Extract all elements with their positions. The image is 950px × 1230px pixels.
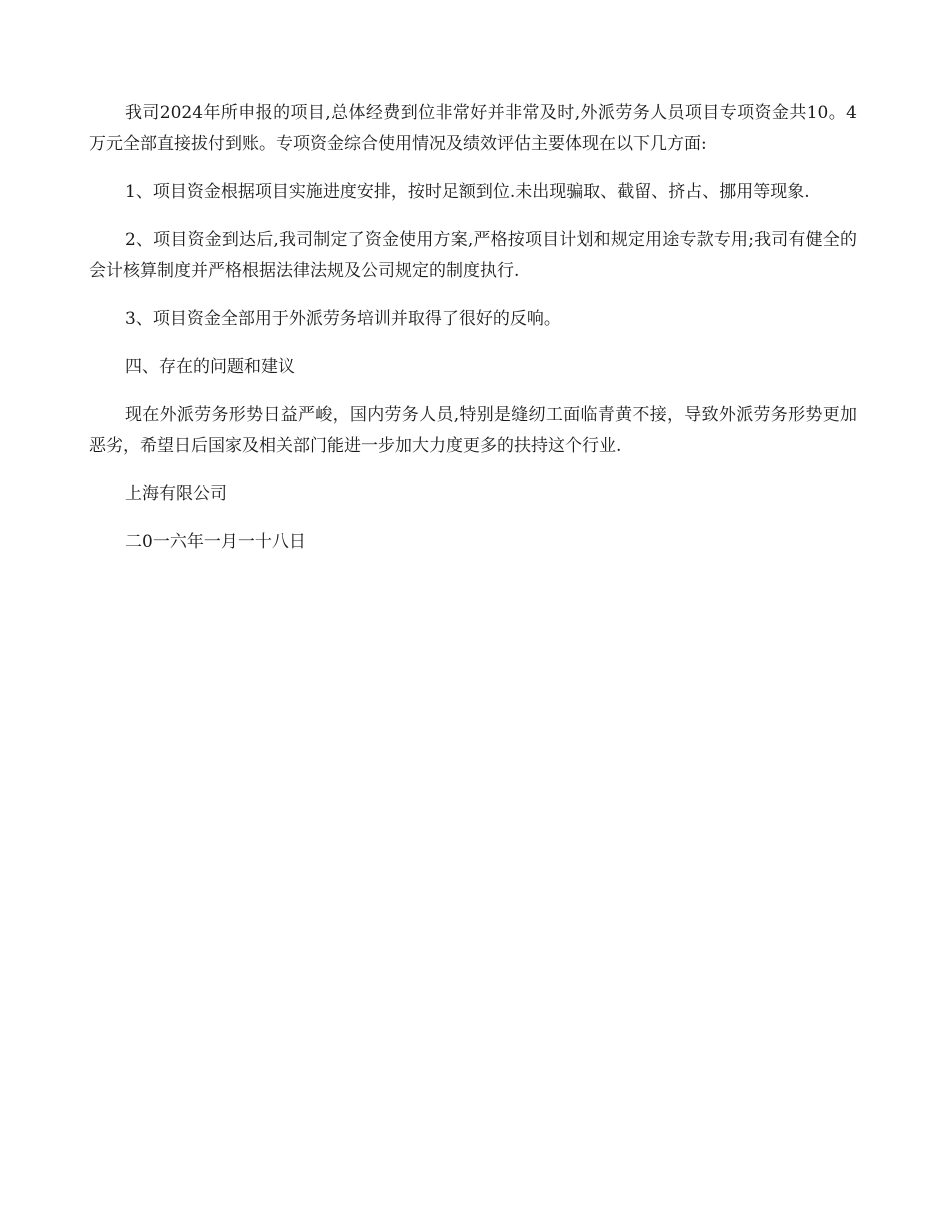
document-body: [89, 98, 857, 575]
paragraph-item-3: 3、项目资金全部用于外派劳务培训并取得了很好的反响。: [125, 309, 561, 329]
paragraph-issues: 现在外派劳务形势日益严峻，国内劳务人员,特别是缝纫工面临青黄不接，导致外派劳务形势更加恶劣，希望日后国家及相关部门能进一步加大力度更多的扶持这个行业.: [89, 405, 857, 456]
paragraph-funding-summary: 我司2024年所申报的项目,总体经费到位非常好并非常及时,外派劳务人员项目专项资金共10。4万元全部直接拔付到账。专项资金综合使用情况及绩效评估主要体现在以下几方面:: [89, 103, 857, 154]
section-heading-issues: 四、存在的问题和建议: [125, 357, 295, 377]
paragraph-item-2: 2、项目资金到达后,我司制定了资金使用方案,严格按项目计划和规定用途专款专用;我司有健全的会计核算制度并严格根据法律法规及公司规定的制度执行.: [89, 230, 857, 281]
paragraph-item-1: 1、项目资金根据项目实施进度安排，按时足额到位.未出现骗取、截留、挤占、挪用等现象.: [125, 182, 810, 202]
signature-date: 二0一六年一月一十八日: [125, 532, 306, 552]
signature-company: 上海有限公司: [125, 484, 227, 504]
